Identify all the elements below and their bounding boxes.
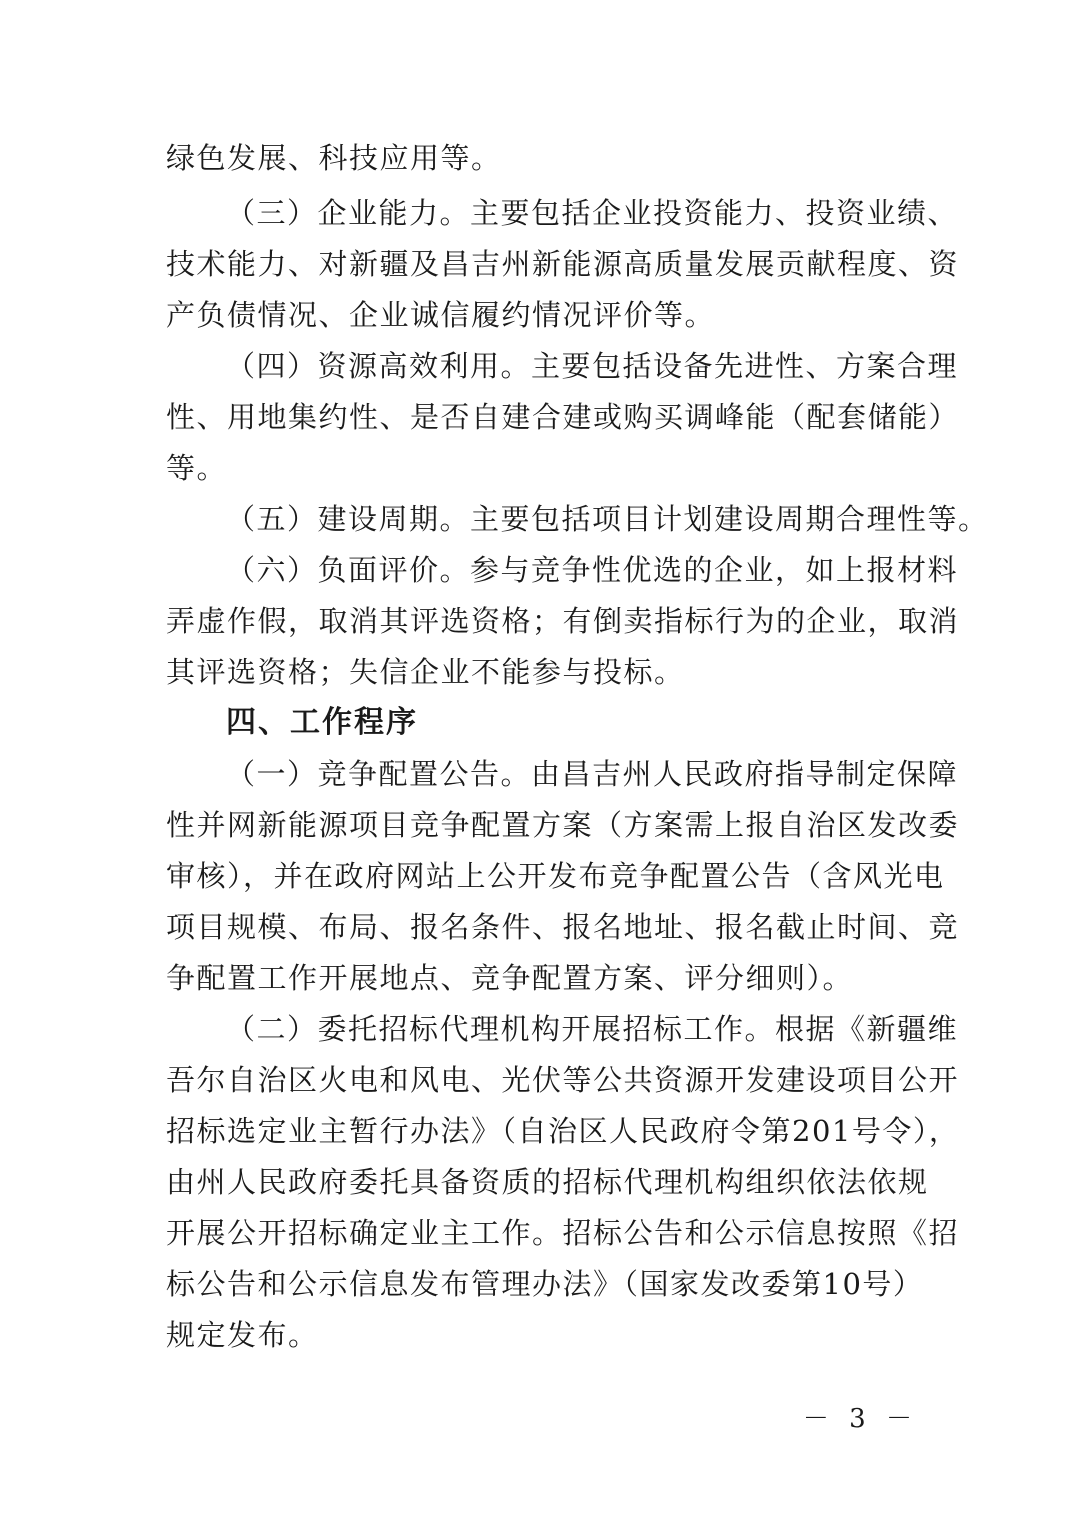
subsection-2-heading-line: （二）委托招标代理机构开展招标工作。根据《新疆维 — [226, 1012, 959, 1046]
paragraph-line: 技术能力、对新疆及昌吉州新能源高质量发展贡献程度、资 — [166, 247, 960, 281]
paragraph-line: 审核），并在政府网站上公开发布竞争配置公告（含风光电 — [166, 859, 945, 893]
section-3-heading-line: （三）企业能力。主要包括企业投资能力、投资业绩、 — [226, 196, 959, 230]
paragraph-line: 由州人民政府委托具备资质的招标代理机构组织依法依规 — [166, 1165, 929, 1199]
paragraph-line: 等。 — [166, 451, 228, 485]
paragraph-line: 开展公开招标确定业主工作。招标公告和公示信息按照《招 — [166, 1216, 960, 1250]
chapter-heading: 四、工作程序 — [226, 705, 418, 740]
paragraph-line: 弄虚作假，取消其评选资格；有倒卖指标行为的企业，取消 — [166, 604, 960, 638]
paragraph-line: 招标选定业主暂行办法》（自治区人民政府令第201号令）， — [166, 1114, 960, 1148]
paragraph-line: 性、用地集约性、是否自建合建或购买调峰能（配套储能） — [166, 400, 960, 434]
paragraph-line: 吾尔自治区火电和风电、光伏等公共资源开发建设项目公开 — [166, 1063, 960, 1097]
paragraph-line: 争配置工作开展地点、竞争配置方案、评分细则）。 — [166, 961, 854, 995]
section-6-heading-line: （六）负面评价。参与竞争性优选的企业，如上报材料 — [226, 553, 959, 587]
paragraph-line: 产负债情况、企业诚信履约情况评价等。 — [166, 298, 716, 332]
subsection-1-heading-line: （一）竞争配置公告。由昌吉州人民政府指导制定保障 — [226, 757, 959, 791]
section-5-heading-line: （五）建设周期。主要包括项目计划建设周期合理性等。 — [226, 502, 989, 536]
page-number: － 3 － — [802, 1404, 918, 1434]
section-4-heading-line: （四）资源高效利用。主要包括设备先进性、方案合理 — [226, 349, 959, 383]
paragraph-line: 绿色发展、科技应用等。 — [166, 141, 502, 175]
paragraph-line: 标公告和公示信息发布管理办法》（国家发改委第10号） — [166, 1267, 924, 1301]
paragraph-line: 项目规模、布局、报名条件、报名地址、报名截止时间、竞 — [166, 910, 960, 944]
paragraph-line: 性并网新能源项目竞争配置方案（方案需上报自治区发改委 — [166, 808, 960, 842]
paragraph-line: 规定发布。 — [166, 1318, 319, 1352]
paragraph-line: 其评选资格；失信企业不能参与投标。 — [166, 655, 685, 689]
